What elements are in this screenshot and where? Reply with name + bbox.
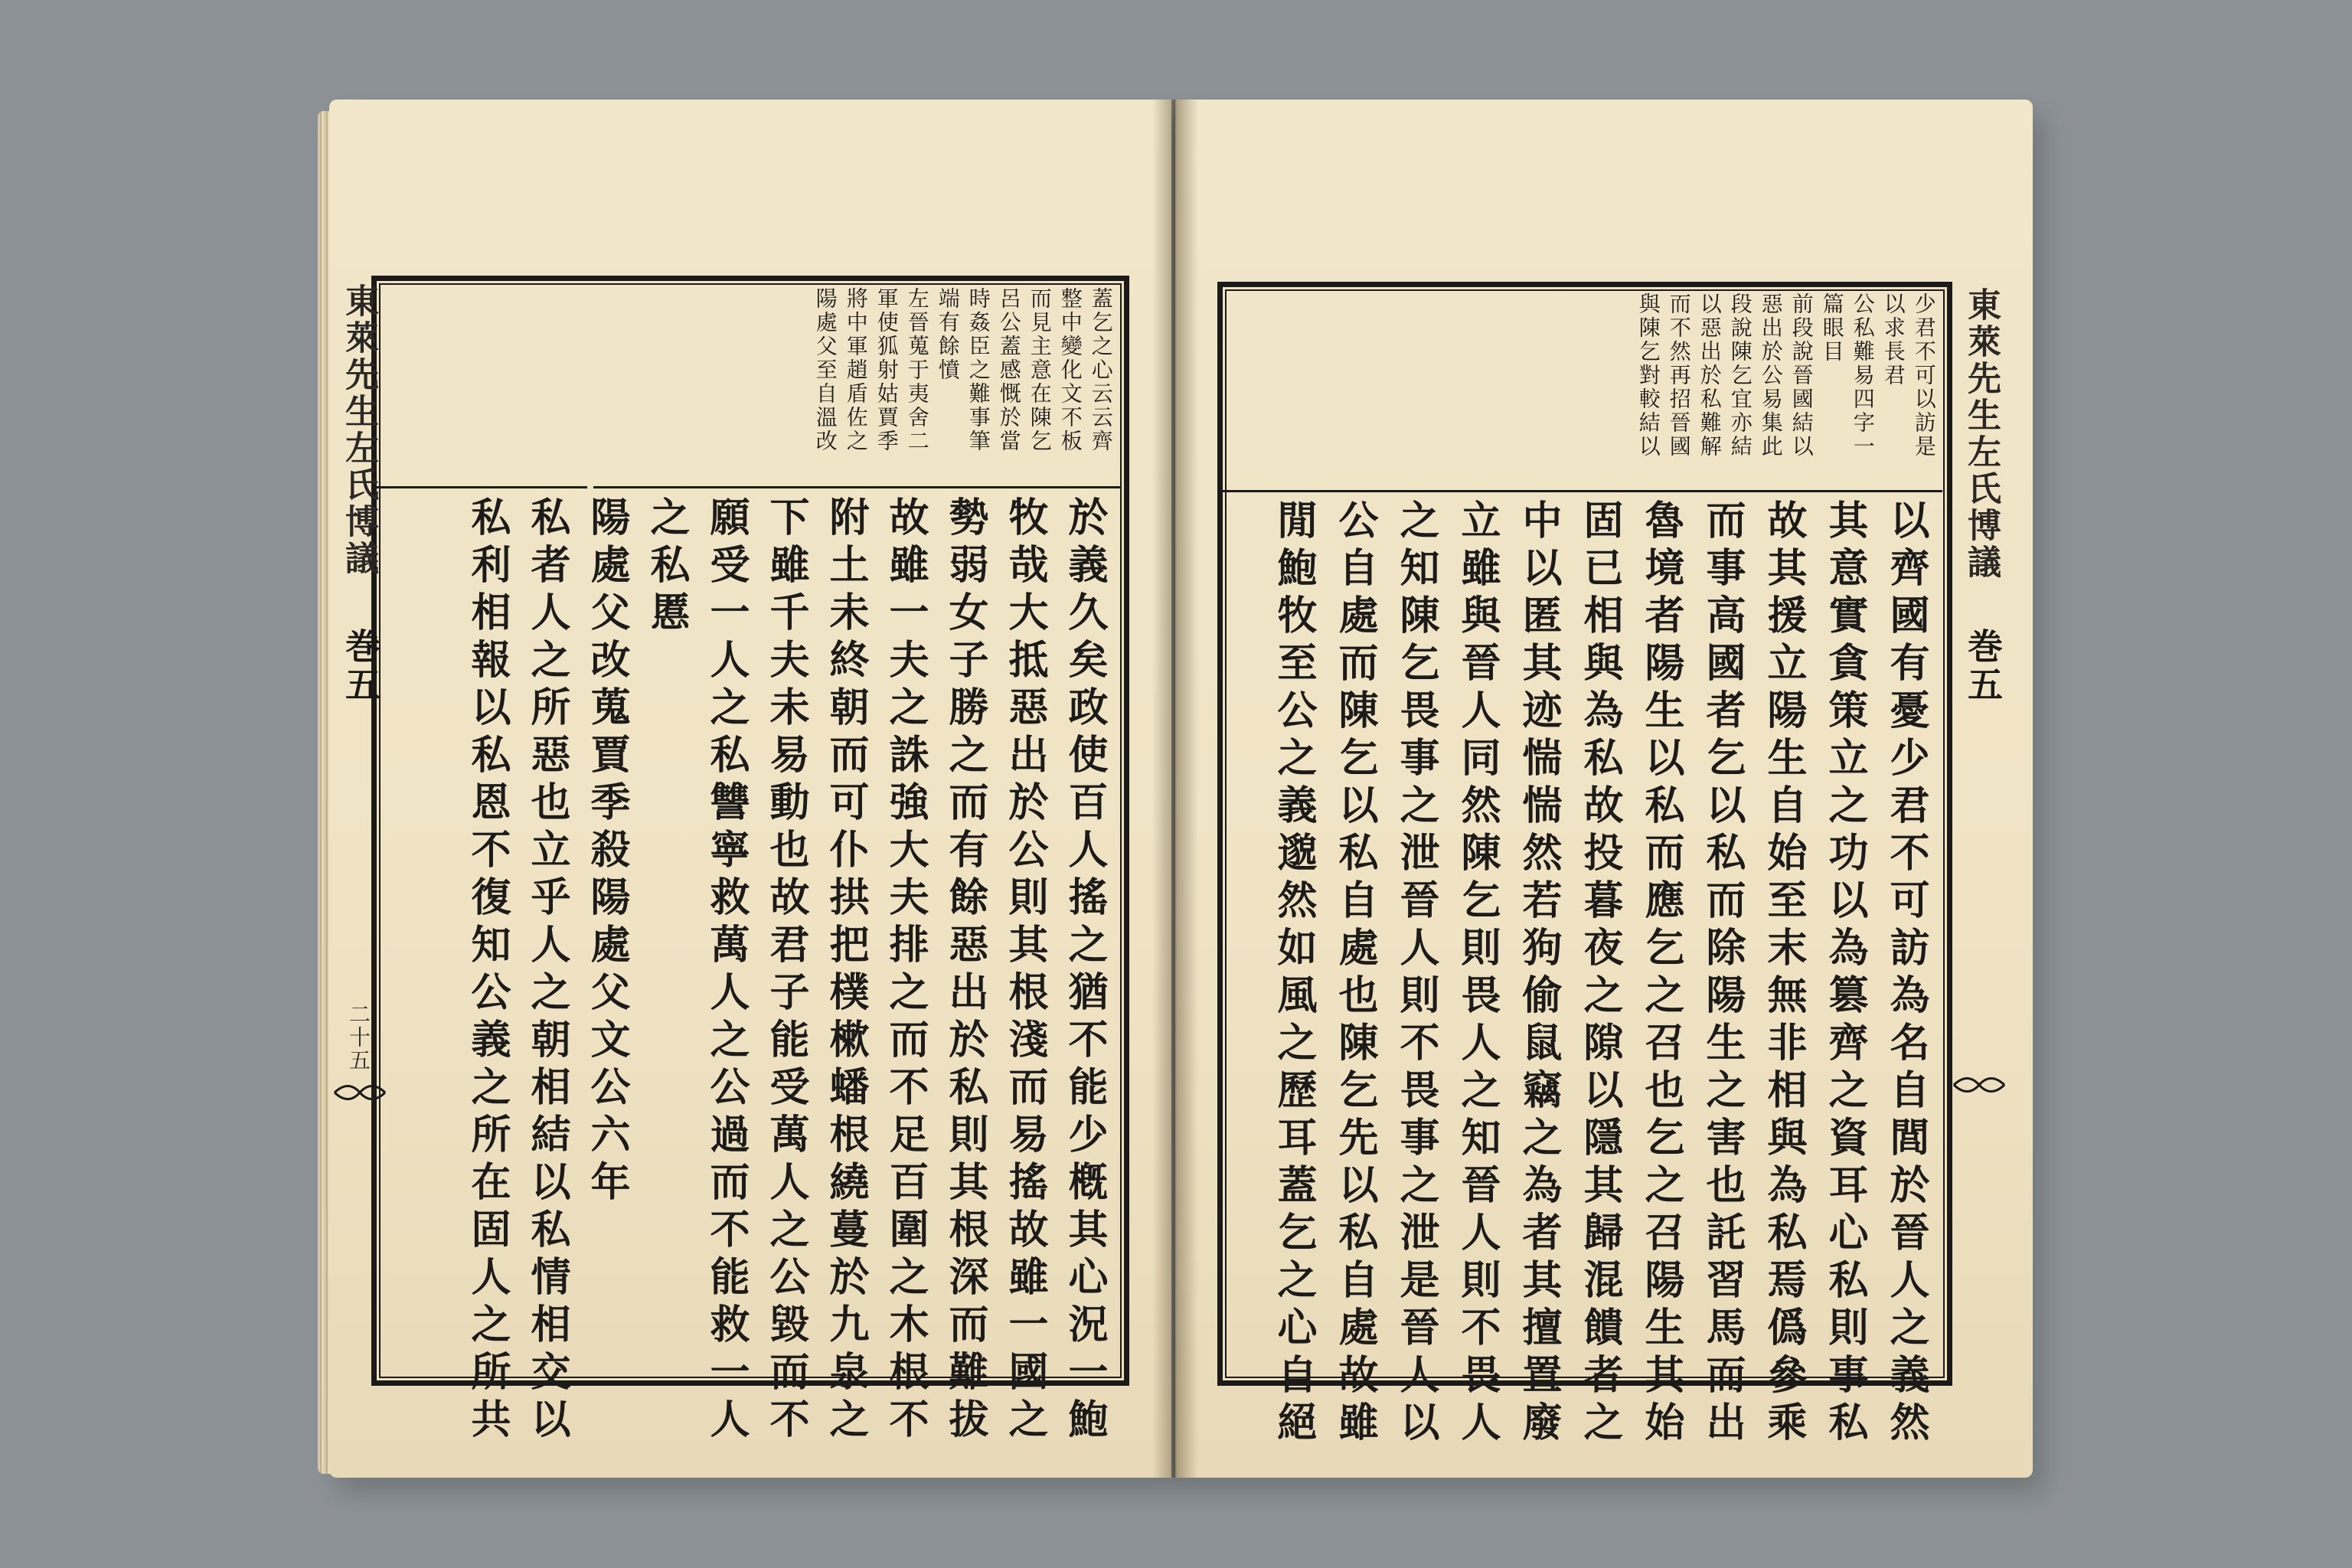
text-column: 而事高國者乞以私而除陽生之害也託習馬而出 xyxy=(1699,499,1746,1449)
headnote-line: 軍使狐射姑賈季 xyxy=(874,287,900,453)
left-fishtail-ornament xyxy=(333,1080,387,1106)
text-column: 之私慝 xyxy=(643,496,691,639)
left-note-separator-2 xyxy=(377,486,587,488)
headnote-line: 蓋乞之心云云齊 xyxy=(1088,287,1114,453)
text-column: 魯境者陽生以私而應乞之召也乞之召陽生其始 xyxy=(1638,499,1685,1449)
text-column: 閒鮑牧至公之義邈然如風之歷耳蓋乞之心自絕 xyxy=(1270,499,1318,1449)
headnote-line: 將中軍趙盾佐之 xyxy=(843,287,869,453)
right-volume-label: 巻五 xyxy=(1962,628,2004,704)
headnote-line: 而不然再招晉國 xyxy=(1666,292,1692,459)
headnote-line: 前段說晉國結以 xyxy=(1788,292,1815,459)
headnote-line: 惡出於公易集此 xyxy=(1758,292,1784,459)
text-column: 立雖與晉人同然陳乞則畏人之知晉人則不畏人 xyxy=(1454,499,1501,1449)
headnote-line: 呂公蓋感慨於當 xyxy=(996,287,1022,453)
left-margin-title: 東萊先生左氏博議 xyxy=(339,283,378,577)
left-page-number: 二十五 xyxy=(346,1003,371,1072)
text-column: 於義久矣政使百人搖之猶不能少槪其心況一鮑 xyxy=(1061,496,1109,1446)
left-note-separator xyxy=(593,486,1122,488)
headnote-line: 與陳乞對較結以 xyxy=(1635,292,1661,459)
headnote-line: 整中變化文不板 xyxy=(1057,287,1083,453)
text-column: 之知陳乞畏事之泄晉人則不畏事之泄是晉人以 xyxy=(1393,499,1440,1449)
headnote-line: 公私難易四字一 xyxy=(1850,292,1876,459)
headnote-line: 段說陳乞宜亦結 xyxy=(1727,292,1753,459)
text-column: 以齊國有憂少君不可訪為名自閭於晉人之義然 xyxy=(1883,499,1930,1449)
headnote-line: 篇眼目 xyxy=(1819,292,1845,364)
left-volume-label: 巻五 xyxy=(340,628,381,704)
headnote-line: 左晉蒐于夷舍二 xyxy=(904,287,930,453)
headnote-line: 以惡出於私難解 xyxy=(1697,292,1723,459)
headnote-line: 端有餘憤 xyxy=(935,287,961,382)
text-column: 其意實貪策立之功以為篡齊之資耳心私則事私 xyxy=(1821,499,1869,1449)
text-column: 附土未終朝而可仆拱把樸樕蟠根繞蔓於九泉之 xyxy=(822,496,870,1446)
right-note-separator xyxy=(1223,490,1942,492)
text-column: 固已相與為私故投暮夜之隙以隱其歸混饋者之 xyxy=(1576,499,1624,1449)
right-margin-title: 東萊先生左氏博議 xyxy=(1962,287,2001,581)
headnote-line: 陽處父至自溫改 xyxy=(812,287,838,453)
headnote-line: 少君不可以訪是 xyxy=(1911,292,1937,459)
text-column: 勢弱女子勝之而有餘惡出於私則其根深而難拔 xyxy=(942,496,989,1446)
headnote-line: 而見主意在陳乞 xyxy=(1027,287,1053,453)
text-column: 陽處父改蒐賈季殺陽處父文公六年 xyxy=(583,496,631,1208)
text-column: 故其援立陽生自始至末無非相與為私焉僞參乘 xyxy=(1760,499,1808,1449)
book-gutter xyxy=(1152,100,1198,1478)
text-column: 私者人之所惡也立乎人之朝相結以私情相交以 xyxy=(524,496,571,1446)
headnote-line: 以求長君 xyxy=(1880,292,1906,387)
text-column: 牧哉大抵惡出於公則其根淺而易搖故雖一國之 xyxy=(1001,496,1049,1446)
text-column: 故雖一夫之誅強大夫排之而不足百圍之木根不 xyxy=(882,496,929,1446)
text-column: 願受一人之私讐寧救萬人之公過而不能救一人 xyxy=(703,496,750,1446)
text-column: 私利相報以私恩不復知公義之所在固人之所共 xyxy=(464,496,511,1446)
text-column: 下雖千夫未易動也故君子能受萬人之公毀而不 xyxy=(763,496,810,1446)
text-column: 中以匿其迹惴惴然若狗偷鼠竊之為者其擅置廢 xyxy=(1515,499,1563,1449)
headnote-line: 時姦臣之難事筆 xyxy=(965,287,991,453)
text-column: 公自處而陳乞以私自處也陳乞先以私自處故雖 xyxy=(1331,499,1379,1449)
right-fishtail-ornament xyxy=(1952,1072,2006,1098)
